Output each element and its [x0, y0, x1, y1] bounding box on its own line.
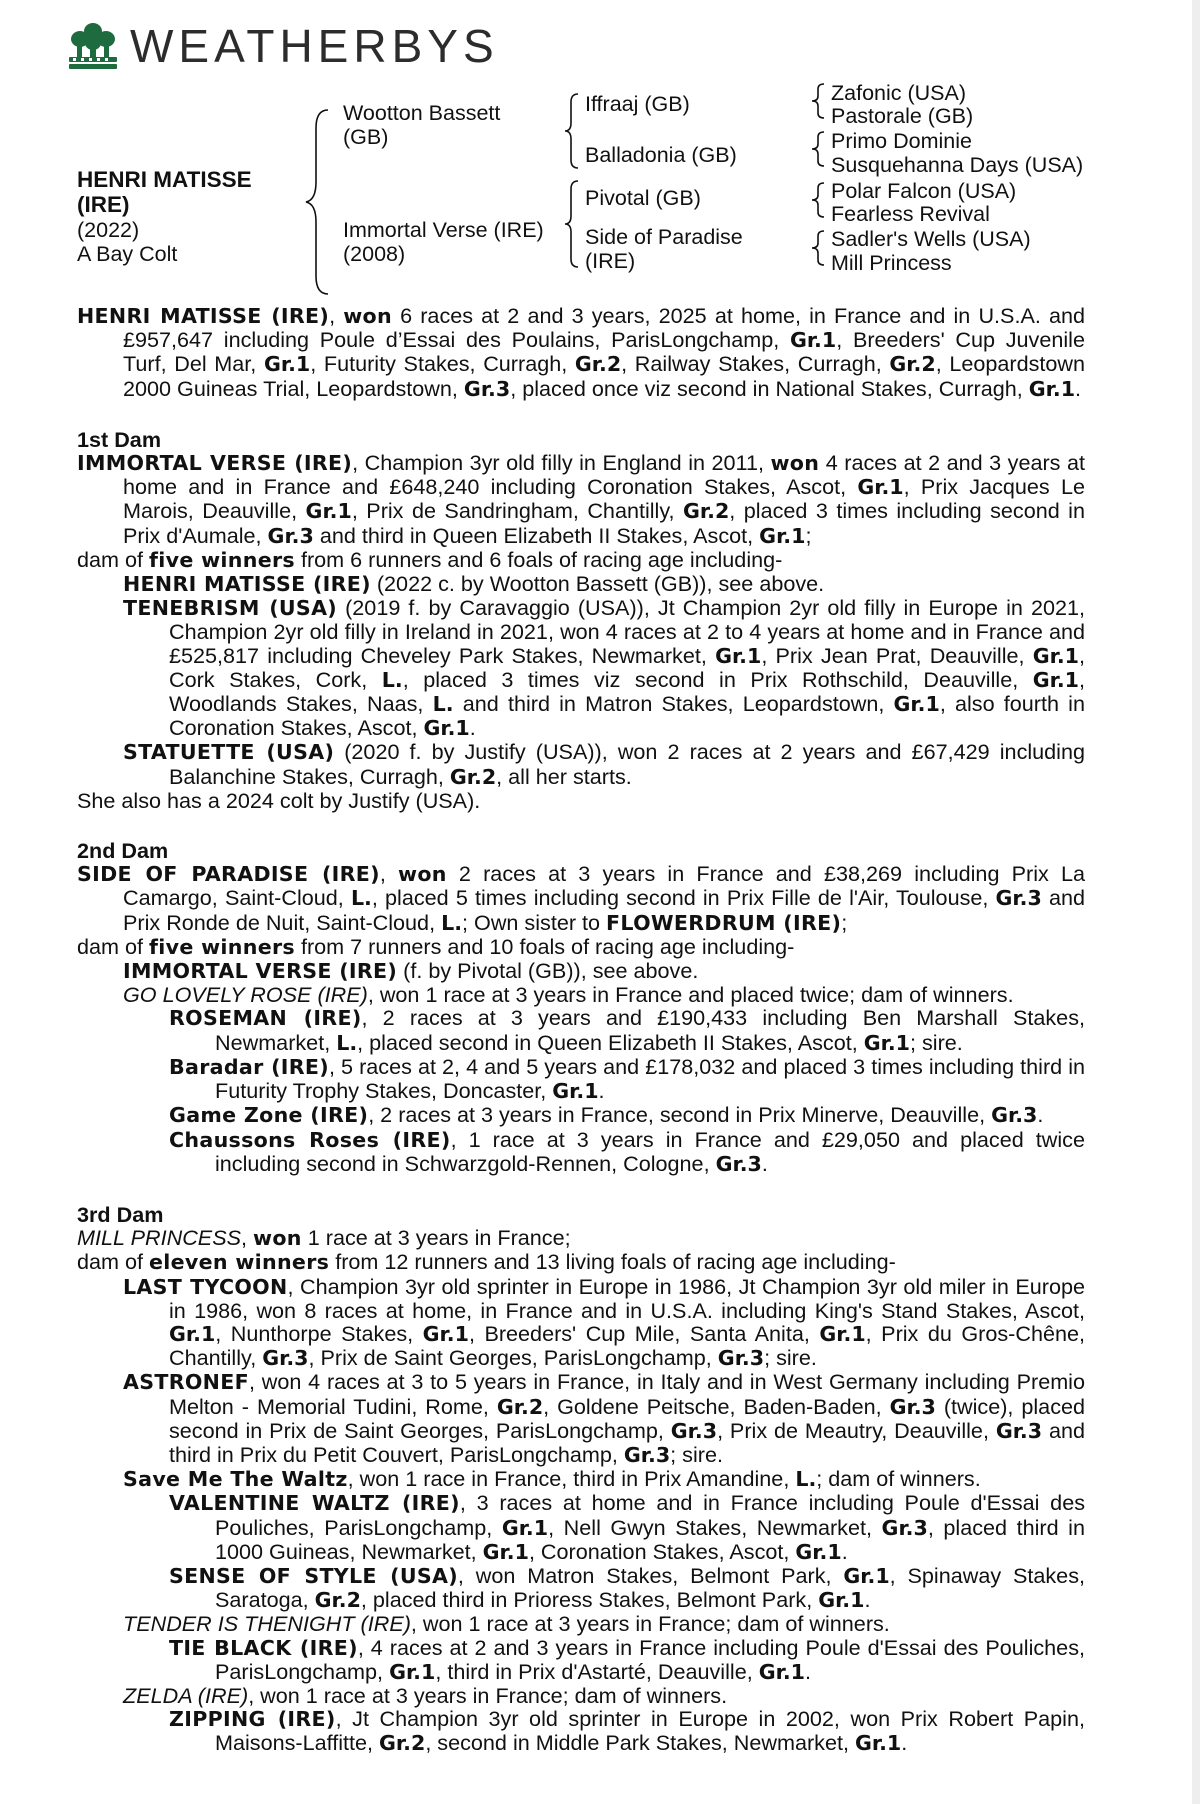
- produce-roseman: ROSEMAN (IRE), 2 races at 3 years and £190,433 including Ben Marshall Stakes, Newmarket, L., placed second in Queen Elizabeth II Stakes, Ascot, Gr.1; sire.: [169, 1005, 1085, 1055]
- brace-gen3-2: [810, 132, 826, 166]
- first-dam-heading: 1st Dam: [77, 426, 162, 452]
- brand-name: WEATHERBYS: [130, 20, 499, 72]
- horse-name: HENRI MATISSE: [77, 167, 252, 192]
- dam-line2: (2008): [343, 242, 406, 266]
- horse-summary: HENRI MATISSE (IRE), won 6 races at 2 and 3 years, 2025 at home, in France and in U.S.A. and £957,647 including Poule d’Essai des Poulains, ParisLongchamp, Gr.1, Breeders' Cup Juvenile Turf, Del Mar, Gr.1, Futurity Stakes, Curragh, Gr.2, Railway Stakes, Curragh, Gr.2, Leopardstown 2000 Guineas Trial, Leopardstown, Gr.3, placed once viz second in National Stakes, Curragh, Gr.1.: [77, 303, 1085, 401]
- sire-sire: Iffraaj (GB): [585, 92, 690, 116]
- produce-last-tycoon: LAST TYCOON, Champion 3yr old sprinter in Europe in 1986, Jt Champion 3yr old miler in Europe in 1986, won 8 races at home, in France and in U.S.A. including King's Stand Stakes, Ascot, Gr.1, Nunthorpe Stakes, Gr.1, Breeders' Cup Mile, Santa Anita, Gr.1, Prix du Gros-Chêne, Chantilly, Gr.3, Prix de Saint Georges, ParisLongchamp, Gr.3; sire.: [123, 1273, 1085, 1371]
- gen3-dds: Sadler's Wells (USA): [831, 227, 1031, 251]
- gen3-sss: Zafonic (USA): [831, 81, 967, 105]
- produce-baradar: Baradar (IRE), 5 races at 2, 4 and 5 years and £178,032 and placed 3 times including third in Futurity Trophy Stakes, Doncaster, Gr.1.: [169, 1053, 1086, 1104]
- produce-zipping: ZIPPING (IRE), Jt Champion 3yr old sprinter in Europe in 2002, won Prix Robert Papin, Maisons-Laffitte, Gr.2, second in Middle Park Stakes, Newmarket, Gr.1.: [169, 1706, 1085, 1756]
- produce-valentine-waltz: VALENTINE WALTZ (IRE), 3 races at home and in France including Poule d'Essai des Pouliches, ParisLongchamp, Gr.1, Nell Gwyn Stakes, Newmarket, Gr.3, placed third in 1000 Guineas, Newmarket, Gr.1, Coronation Stakes, Ascot, Gr.1.: [169, 1490, 1085, 1564]
- produce-tie-black: TIE BLACK (IRE), 4 races at 2 and 3 years in France including Poule d'Essai des Pouliches, ParisLongchamp, Gr.1, third in Prix d'Astarté, Deauville, Gr.1.: [169, 1634, 1085, 1684]
- horse-description: A Bay Colt: [77, 242, 178, 266]
- sire-dam: Balladonia (GB): [585, 143, 737, 167]
- produce-tender-is-thenight: TENDER IS THENIGHT (IRE), won 1 race at 3 years in France; dam of winners.: [123, 1611, 890, 1637]
- produce-astronef: ASTRONEF, won 4 races at 3 to 5 years in France, in Italy and in West Germany including Premio Melton - Memorial Tudini, Rome, Gr.2, Goldene Peitsche, Baden-Baden, Gr.3 (twice), placed second in Prix de Saint Georges, ParisLongchamp, Gr.3, Prix de Meautry, Deauville, Gr.3 and third in Prix du Petit Couvert, ParisLongchamp, Gr.3; sire.: [123, 1369, 1086, 1467]
- pedigree-table: [0, 81, 1200, 294]
- dam-dam-line1: Side of Paradise: [585, 225, 743, 249]
- brace-gen3-1: [810, 84, 826, 118]
- produce-chaussons-roses: Chaussons Roses (IRE), 1 race at 3 years in France and £29,050 and placed twice including second in Schwarzgold-Rennen, Cologne, Gr.3.: [169, 1126, 1085, 1176]
- brace-gen3-4: [810, 231, 826, 265]
- horse-year: (2022): [77, 218, 140, 242]
- sire-line2: (GB): [343, 125, 389, 149]
- third-dam-heading: 3rd Dam: [77, 1201, 164, 1227]
- gen3-dss: Polar Falcon (USA): [831, 179, 1017, 203]
- second-dam-produce-line: dam of five winners from 7 runners and 10 foals of racing age including-: [77, 933, 795, 959]
- produce-henri-matisse: HENRI MATISSE (IRE) (2022 c. by Wootton Bassett (GB)), see above.: [123, 571, 825, 597]
- brace-gen1: [300, 110, 330, 294]
- catalogue-body: [77, 304, 1085, 1756]
- produce-go-lovely-rose: GO LOVELY ROSE (IRE), won 1 race at 3 years in France and placed twice; dam of winners.: [123, 982, 1014, 1008]
- weatherbys-logo: [66, 18, 499, 74]
- produce-statuette: STATUETTE (USA) (2020 f. by Justify (USA)), won 2 races at 2 years and £67,429 including Balanchine Stakes, Curragh, Gr.2, all her starts.: [123, 739, 1085, 789]
- first-dam-produce-line: dam of five winners from 6 runners and 6 foals of racing age including-: [77, 546, 783, 572]
- gen3-sdd: Susquehanna Days (USA): [831, 153, 1084, 177]
- gen3-dsd: Fearless Revival: [831, 202, 990, 226]
- gen3-sds: Primo Dominie: [831, 129, 972, 153]
- sire-line1: Wootton Bassett: [343, 101, 501, 125]
- produce-save-me-the-waltz: Save Me The Waltz, won 1 race in France, third in Prix Amandine, L.; dam of winners.: [123, 1466, 981, 1492]
- produce-zelda: ZELDA (IRE), won 1 race at 3 years in France; dam of winners.: [123, 1682, 728, 1708]
- produce-tenebrism: TENEBRISM (USA) (2019 f. by Caravaggio (USA)), Jt Champion 2yr old filly in Europe in 2021, Champion 2yr old filly in Ireland in 2021, won 4 races at 2 to 4 years at home and in France and £525,817 including Cheveley Park Stakes, Newmarket, Gr.1, Prix Jean Prat, Deauville, Gr.1, Cork Stakes, Cork, L., placed 3 times viz second in Prix Rothschild, Deauville, Gr.1, Woodlands Stakes, Naas, L. and third in Matron Stakes, Leopardstown, Gr.1, also fourth in Coronation Stakes, Ascot, Gr.1.: [123, 595, 1086, 741]
- tree-emblem-icon: [66, 21, 120, 71]
- gen3-ddd: Mill Princess: [831, 251, 952, 275]
- produce-game-zone: Game Zone (IRE), 2 races at 3 years in France, second in Prix Minerve, Deauville, Gr.3.: [169, 1102, 1044, 1128]
- dam-line1: Immortal Verse (IRE): [343, 218, 544, 242]
- second-dam-entry: SIDE OF PARADISE (IRE), won 2 races at 3 years in France and £38,269 including Prix La Camargo, Saint-Cloud, L., placed 5 times including second in Prix Fille de l'Air, Toulouse, Gr.3 and Prix Ronde de Nuit, Saint-Cloud, L.; Own sister to FLOWERDRUM (IRE);: [77, 861, 1085, 935]
- dam-sire: Pivotal (GB): [585, 186, 701, 210]
- produce-sense-of-style: SENSE OF STYLE (USA), won Matron Stakes, Belmont Park, Gr.1, Spinaway Stakes, Saratoga, Gr.2, placed third in Prioress Stakes, Belmont Park, Gr.1.: [169, 1562, 1085, 1613]
- first-dam-entry: IMMORTAL VERSE (IRE), Champion 3yr old filly in England in 2011, won 4 races at 2 and 3 years at home and in France and £648,240 including Coronation Stakes, Ascot, Gr.1, Prix Jacques Le Marois, Deauville, Gr.1, Prix de Sandringham, Chantilly, Gr.2, placed 3 times including second in Prix d'Aumale, Gr.3 and third in Queen Elizabeth II Stakes, Ascot, Gr.1;: [77, 450, 1085, 548]
- gen3-ssd: Pastorale (GB): [831, 104, 974, 128]
- dam-dam-line2: (IRE): [585, 249, 636, 273]
- brace-gen3-3: [810, 183, 826, 217]
- brace-sire: [562, 94, 580, 168]
- first-dam-also: She also has a 2024 colt by Justify (USA).: [77, 787, 481, 813]
- third-dam-produce-line: dam of eleven winners from 12 runners and 13 living foals of racing age including-: [77, 1249, 896, 1275]
- second-dam-heading: 2nd Dam: [77, 838, 169, 864]
- produce-immortal-verse: IMMORTAL VERSE (IRE) (f. by Pivotal (GB)), see above.: [123, 958, 699, 984]
- third-dam-entry: MILL PRINCESS, won 1 race at 3 years in France;: [77, 1225, 571, 1251]
- brace-dam: [562, 181, 580, 267]
- horse-suffix: (IRE): [77, 192, 130, 217]
